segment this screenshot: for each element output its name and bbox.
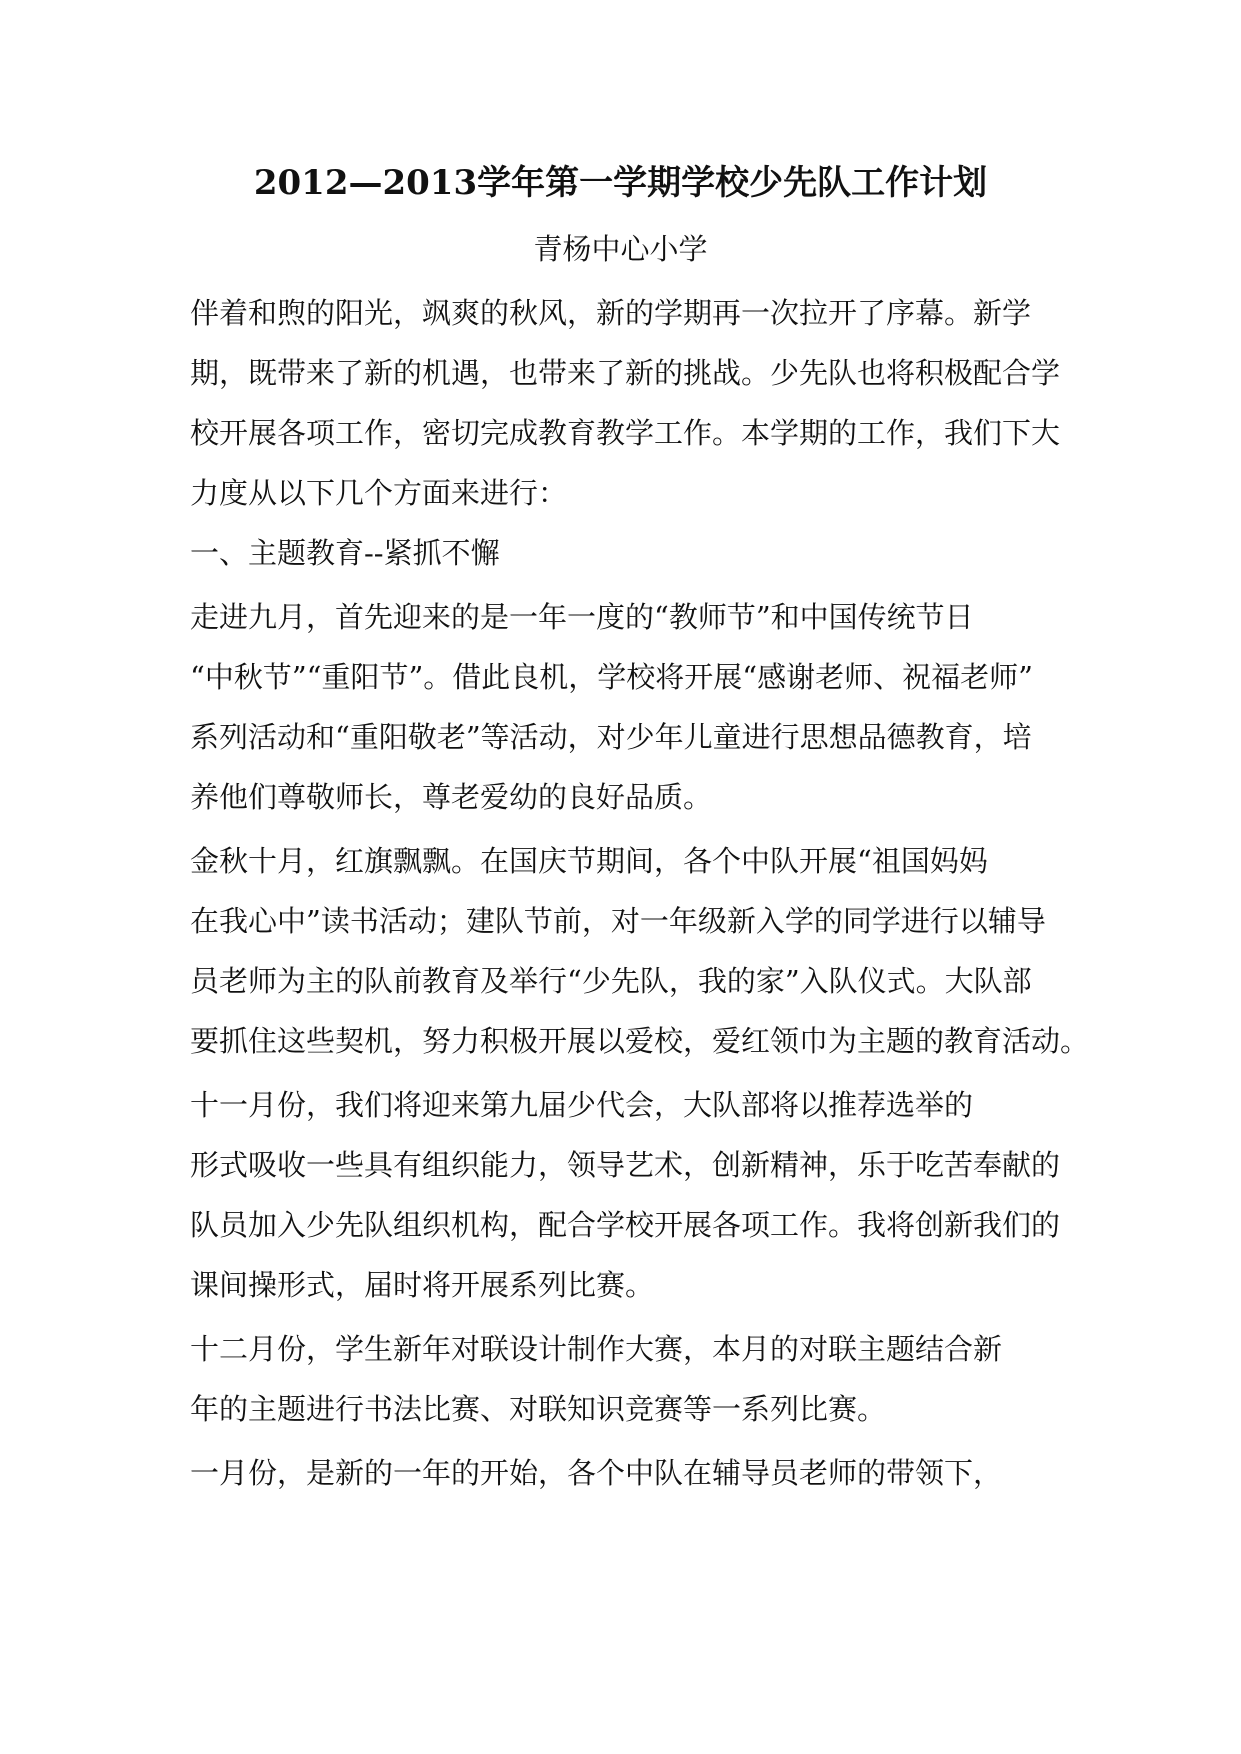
text-line: 队员加入少先队组织机构，配合学校开展各项工作。我将创新我们的	[190, 1208, 1061, 1242]
text-line: 伴着和煦的阳光，飒爽的秋风，新的学期再一次拉开了序幕。新学	[190, 296, 1032, 330]
text-line: 校开展各项工作，密切完成教育教学工作。本学期的工作，我们下大	[190, 416, 1061, 450]
text-line: 走进九月，首先迎来的是一年一度的“教师节”和中国传统节日	[190, 600, 974, 634]
document-title: 2012—2013学年第一学期学校少先队工作计划	[253, 163, 988, 203]
text-line: 课间操形式，届时将开展系列比赛。	[190, 1268, 655, 1302]
text-line: 要抓住这些契机，努力积极开展以爱校，爱红领巾为主题的教育活动。	[190, 1024, 1090, 1058]
text-line: 员老师为主的队前教育及举行“少先队，我的家”入队仪式。大队部	[190, 964, 1032, 998]
text-line: 期，既带来了新的机遇，也带来了新的挑战。少先队也将积极配合学	[190, 356, 1061, 390]
text-line: 力度从以下几个方面来进行：	[190, 476, 568, 510]
text-line: 十一月份，我们将迎来第九届少代会，大队部将以推荐选举的	[190, 1088, 974, 1122]
text-line: 在我心中”读书活动；建队节前，对一年级新入学的同学进行以辅导	[190, 904, 1046, 938]
text-line: 金秋十月，红旗飘飘。在国庆节期间，各个中队开展“祖国妈妈	[190, 844, 988, 878]
text-line: 系列活动和“重阳敬老”等活动，对少年儿童进行思想品德教育，培	[190, 720, 1032, 754]
text-line: 养他们尊敬师长，尊老爱幼的良好品质。	[190, 780, 713, 814]
text-line: 年的主题进行书法比赛、对联知识竞赛等一系列比赛。	[190, 1392, 887, 1426]
text-line: 形式吸收一些具有组织能力，领导艺术，创新精神，乐于吃苦奉献的	[190, 1148, 1061, 1182]
text-line: 十二月份，学生新年对联设计制作大赛，本月的对联主题结合新	[190, 1332, 1003, 1366]
text-line: 一月份，是新的一年的开始，各个中队在辅导员老师的带领下，	[190, 1456, 1003, 1490]
section-heading: 一、主题教育--紧抓不懈	[190, 536, 500, 570]
school-name: 青杨中心小学	[533, 232, 708, 266]
text-line: “中秋节”“重阳节”。借此良机，学校将开展“感谢老师、祝福老师”	[190, 660, 1033, 694]
